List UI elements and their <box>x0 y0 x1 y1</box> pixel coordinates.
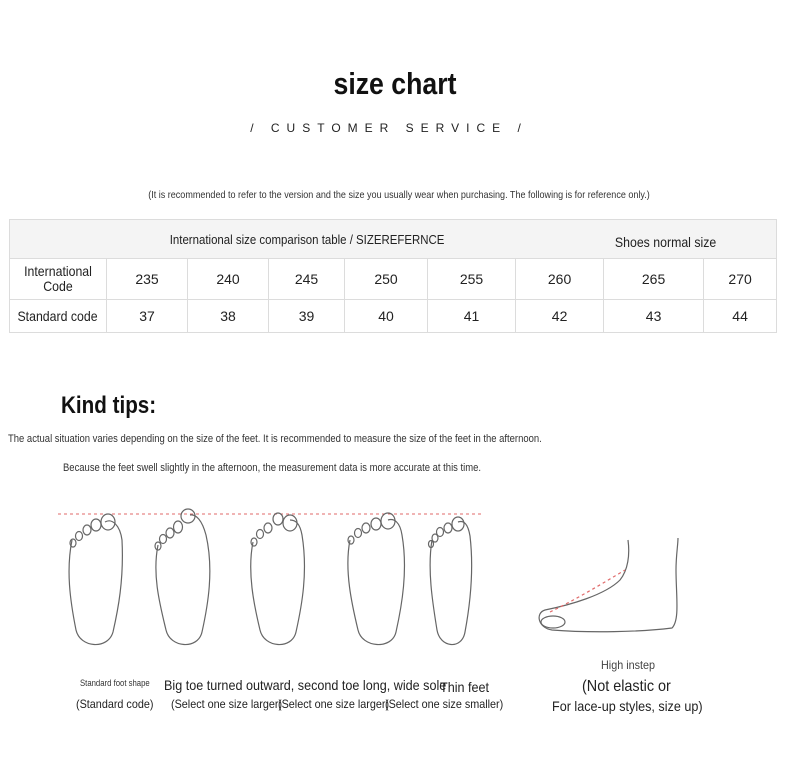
table-cell: 39 <box>269 300 345 333</box>
reference-note: (It is recommended to refer to the version and the size you usually wear when purchasing. The following is for reference only.) <box>148 189 650 201</box>
caption-standard-code: (Standard code) <box>76 697 154 711</box>
table-cell: 43 <box>604 300 704 333</box>
kind-tips-heading: Kind tips: <box>61 392 157 419</box>
caption-not-elastic: (Not elastic or <box>582 678 671 695</box>
tips-line-2: Because the feet swell slightly in the afternoon, the measurement data is more accurate at this time. <box>63 462 482 474</box>
caption-lace-up: For lace-up styles, size up) <box>552 698 703 714</box>
foot-illustrations <box>0 500 790 650</box>
table-cell: 255 <box>428 259 516 300</box>
wide-foot-icon <box>348 513 405 645</box>
size-table <box>9 219 777 333</box>
table-cell: 41 <box>428 300 516 333</box>
table-cell: 245 <box>269 259 345 300</box>
table-cell: 270 <box>704 259 777 300</box>
table-row <box>10 300 777 333</box>
table-header-right-cell <box>516 220 777 259</box>
row-label-international-code: International Code <box>10 259 107 300</box>
caption-thin-feet: Thin feet <box>440 679 490 695</box>
thin-foot-icon <box>429 517 472 645</box>
table-header-left-cell <box>10 220 516 259</box>
caption-high-instep: High instep <box>601 658 656 672</box>
table-header-row <box>10 220 777 259</box>
table-cell: 44 <box>704 300 777 333</box>
tips-line-1: The actual situation varies depending on the size of the feet. It is recommended to measure the size of the feet in the afternoon. <box>8 433 542 445</box>
table-cell: 240 <box>188 259 269 300</box>
bunion-foot-icon <box>155 509 210 645</box>
caption-select-smaller: (Select one size smaller) <box>385 697 504 711</box>
table-row <box>10 259 777 300</box>
caption-select-larger-2: (Select one size larger) <box>278 697 390 711</box>
standard-foot-icon <box>69 514 122 645</box>
table-header-right: Shoes normal size <box>615 234 717 250</box>
caption-big-toe: Big toe turned outward, second toe long, wide sole <box>164 677 447 693</box>
table-cell: 37 <box>107 300 188 333</box>
table-cell: 40 <box>345 300 428 333</box>
table-cell: 42 <box>516 300 604 333</box>
caption-select-larger-1: (Select one size larger) <box>171 697 283 711</box>
long-second-toe-foot-icon <box>251 513 305 645</box>
table-cell: 265 <box>604 259 704 300</box>
row-label-standard-code: Standard code <box>10 300 107 333</box>
caption-standard-shape: Standard foot shape <box>80 678 150 688</box>
table-cell: 38 <box>188 300 269 333</box>
table-cell: 250 <box>345 259 428 300</box>
table-cell: 260 <box>516 259 604 300</box>
page-title: size chart <box>333 66 457 101</box>
table-cell: 235 <box>107 259 188 300</box>
table-header-left: International size comparison table / SIZEREFERNCE <box>169 231 445 247</box>
page-subtitle: / CUSTOMER SERVICE / <box>250 121 528 135</box>
high-instep-foot-icon <box>539 538 678 632</box>
